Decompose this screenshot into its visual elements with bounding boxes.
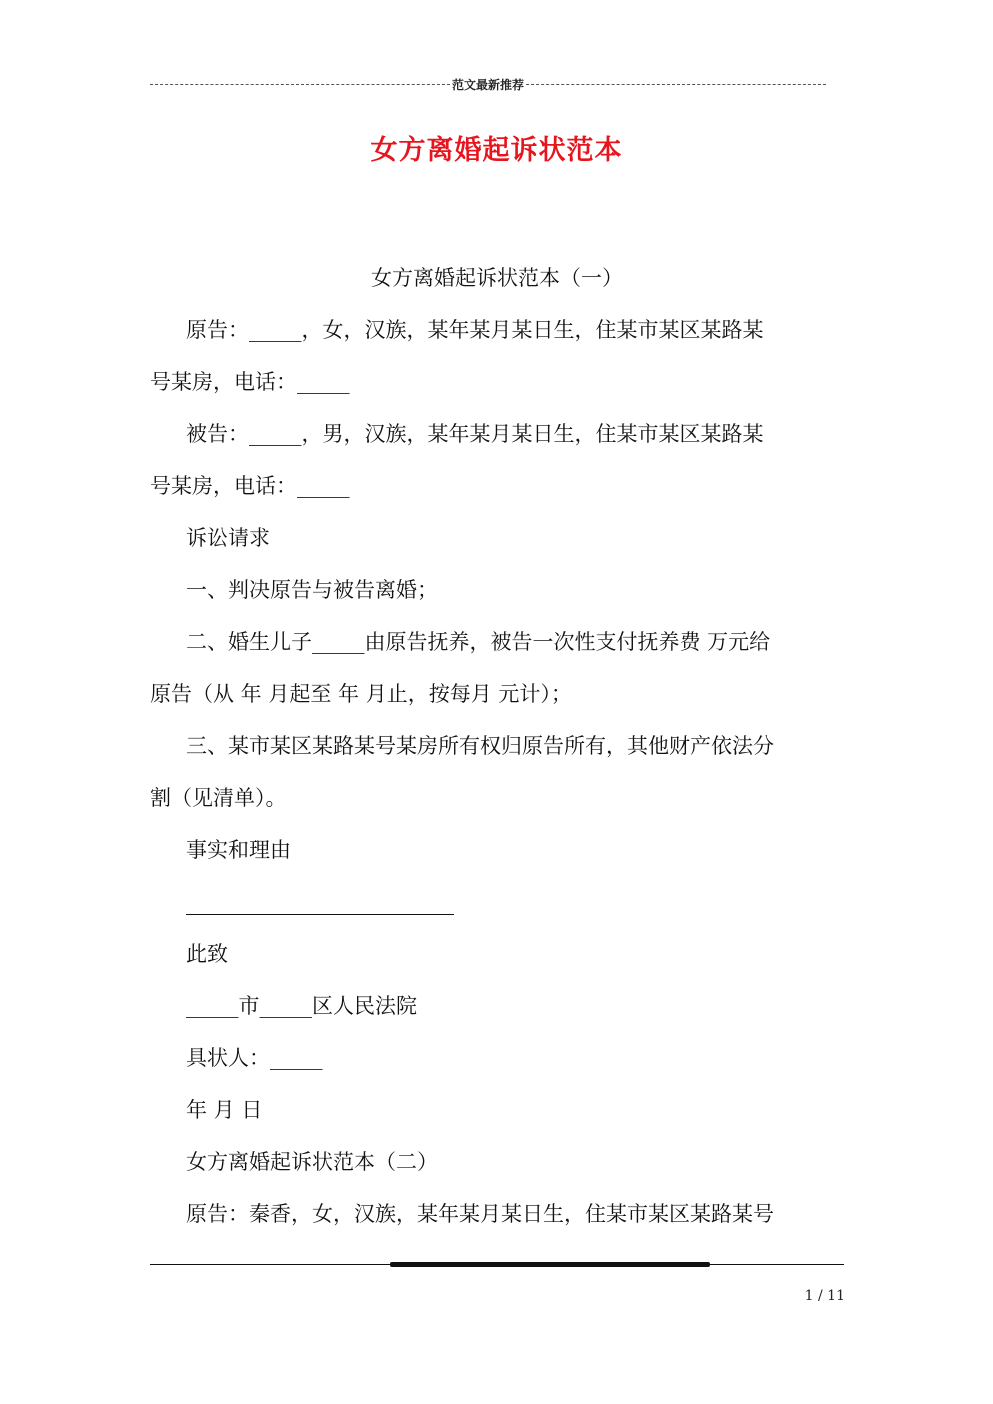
- date-line: 年 月 日: [186, 1098, 263, 1122]
- defendant-line-1: 被告：_____，男，汉族，某年某月某日生，住某市某区某路某: [186, 422, 764, 446]
- header-dash-left: [150, 84, 450, 85]
- footer-thick-rule: [390, 1262, 710, 1267]
- document-title: 女方离婚起诉状范本: [370, 135, 623, 166]
- court-name: _____市_____区人民法院: [186, 994, 417, 1018]
- header-dash-right: [526, 84, 826, 85]
- claim-1: 一、判决原告与被告离婚；: [186, 578, 438, 602]
- header-label: 范文最新推荐: [452, 77, 525, 92]
- facts-underline: [186, 914, 454, 915]
- claim-2-line-2: 原告（从 年 月起至 年 月止，按每月 元计）；: [150, 682, 572, 706]
- footer-divider: [150, 1261, 844, 1269]
- section-heading-1: 女方离婚起诉状范本（一）: [371, 266, 623, 290]
- claim-2-line-1: 二、婚生儿子_____由原告抚养，被告一次性支付抚养费 万元给: [186, 630, 771, 654]
- facts-heading: 事实和理由: [186, 838, 291, 862]
- facts-blank-line: [150, 876, 844, 928]
- claims-heading: 诉讼请求: [186, 526, 270, 550]
- plaintiff-line-1: 原告：_____，女，汉族，某年某月某日生，住某市某区某路某: [186, 318, 764, 342]
- page-header: [150, 74, 826, 94]
- plaintiff-line-2: 号某房，电话：_____: [150, 370, 350, 394]
- section-heading-2: 女方离婚起诉状范本（二）: [186, 1150, 438, 1174]
- defendant-line-2: 号某房，电话：_____: [150, 474, 350, 498]
- salutation: 此致: [186, 942, 228, 966]
- signer-line: 具状人：_____: [186, 1046, 323, 1070]
- plaintiff-2-line-1: 原告：秦香，女，汉族，某年某月某日生，住某市某区某路某号: [186, 1202, 774, 1226]
- claim-3-line-1: 三、某市某区某路某号某房所有权归原告所有，其他财产依法分: [186, 734, 774, 758]
- document-body: [150, 252, 844, 1240]
- page-number: 1 / 11: [804, 1288, 845, 1304]
- claim-3-line-2: 割（见清单）。: [150, 786, 287, 810]
